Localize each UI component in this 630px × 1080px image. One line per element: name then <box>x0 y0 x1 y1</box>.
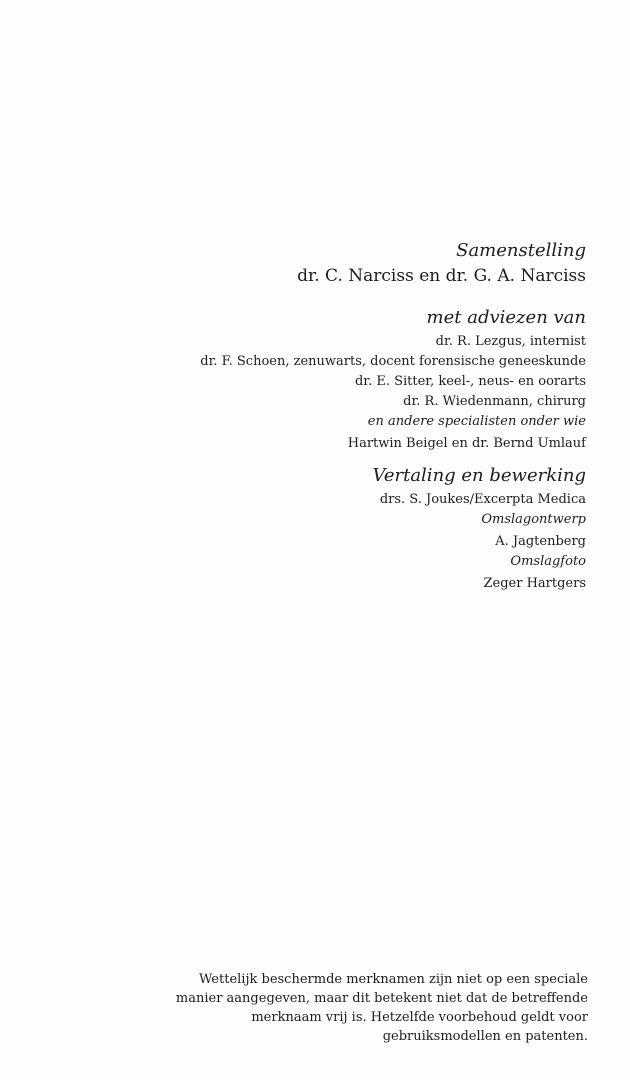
credits-block <box>46 240 586 594</box>
other-specialists-heading: en andere specialisten onder wie <box>367 414 586 429</box>
advisor-schoen: dr. F. Schoen, zenuwarts, docent forensische geneeskunde <box>200 354 586 369</box>
trademark-notice-line: gebruiksmodellen en patenten. <box>382 1029 588 1044</box>
cover-design-heading: Omslagontwerp <box>481 512 586 527</box>
trademark-notice <box>168 970 588 1046</box>
advisors-heading: met adviezen van <box>426 307 586 328</box>
cover-designer: A. Jagtenberg <box>495 534 586 549</box>
other-specialists: Hartwin Beigel en dr. Bernd Umlauf <box>347 436 586 451</box>
compilation-heading: Samenstelling <box>456 240 586 261</box>
translation-heading: Vertaling en bewerking <box>372 465 586 486</box>
advisor-sitter: dr. E. Sitter, keel-, neus- en oorarts <box>354 374 586 389</box>
trademark-notice-line: manier aangegeven, maar dit betekent niet dat de betreffende <box>175 991 588 1006</box>
advisor-wiedenmann: dr. R. Wiedenmann, chirurg <box>403 394 586 409</box>
translator: drs. S. Joukes/Excerpta Medica <box>379 492 586 507</box>
trademark-notice-line: Wettelijk beschermde merknamen zijn niet op een speciale <box>199 972 588 987</box>
compilation-authors: dr. C. Narciss en dr. G. A. Narciss <box>297 266 586 286</box>
trademark-notice-line: merknaam vrij is. Hetzelfde voorbehoud geldt voor <box>251 1010 588 1025</box>
advisor-lezgus: dr. R. Lezgus, internist <box>435 334 586 349</box>
cover-photographer: Zeger Hartgers <box>483 576 586 591</box>
cover-photo-heading: Omslagfoto <box>510 554 586 569</box>
